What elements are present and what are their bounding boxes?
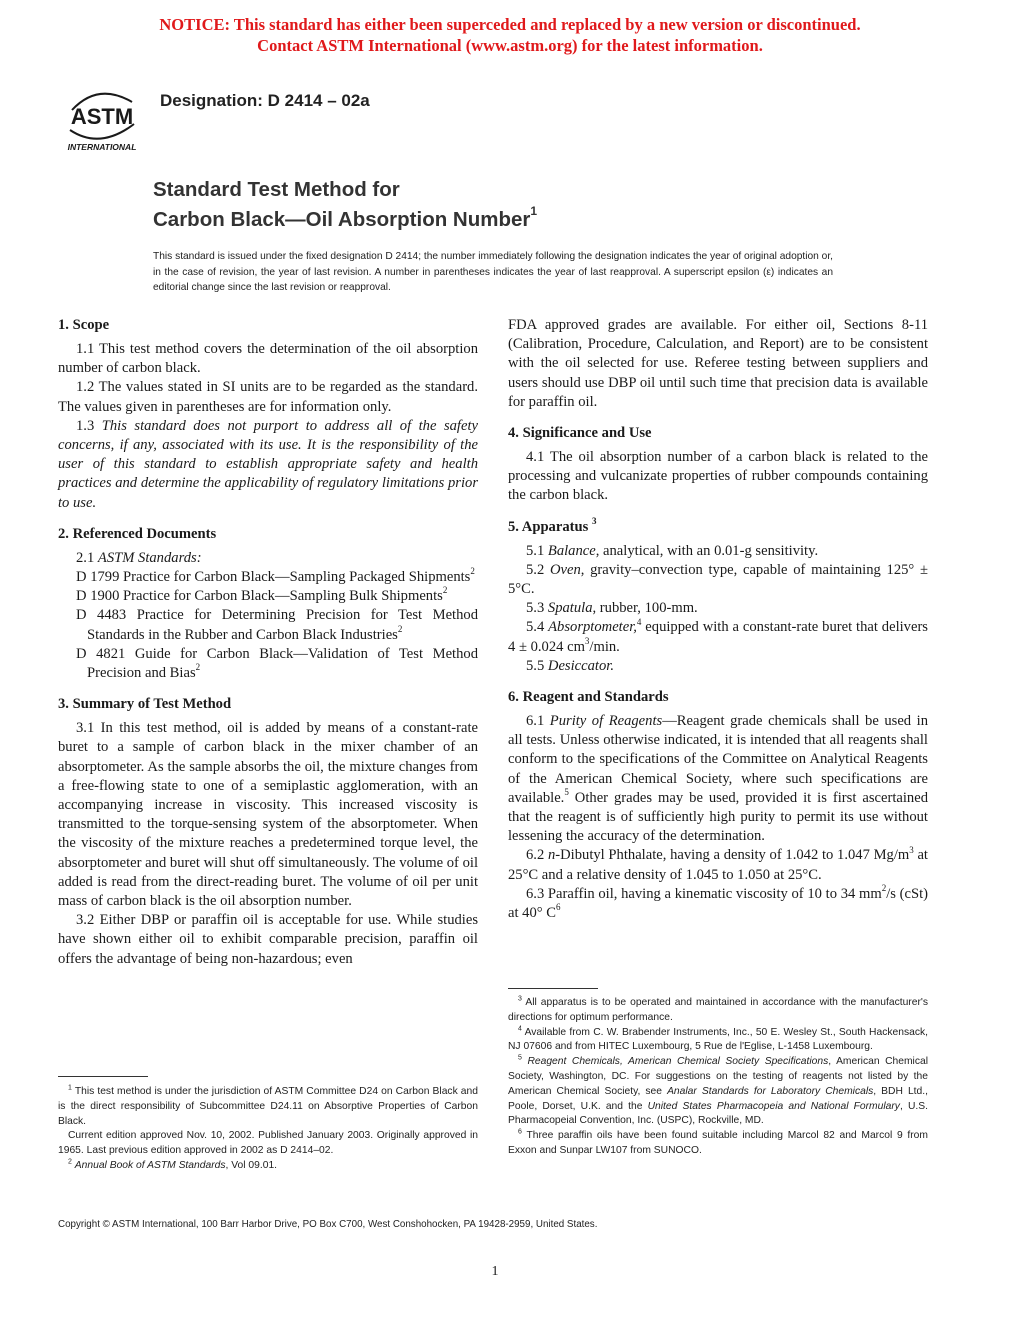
paragraph-1-1: 1.1 This test method covers the determination of the oil absorption number of carbon black. [58,341,478,377]
reference-item: D 1799 Practice for Carbon Black—Sampling Packaged Shipments$^2$ [76,566,475,586]
reference-item: D 4483 Practice for Determining Precision for Test Method Standards in the Rubber and Carbon Black Industries$^2$ [76,607,478,643]
footnote-2: $^2$ Annual Book of ASTM Standards, Vol 09.01. [68,1158,278,1171]
footnote-4: $^4$ Available from C. W. Brabender Instruments, Inc., 50 E. Wesley St., South Hackensack, NJ 07606 and from HITEC Luxembourg, 5 Rue de l'Eglise, L-1458 Luxembourg. [508,1025,928,1053]
copyright-notice: Copyright © ASTM International, 100 Barr Harbor Drive, PO Box C700, West Conshohocken, PA 19428-2959, United States. [58,1219,598,1230]
paragraph-1-3: 1.3 This standard does not purport to address all of the safety concerns, if any, associated with its use. It is the responsibility of the user of this standard to establish appropriate safety and health practices and determine the applicability of regulatory limitations prior to use. [58,417,478,511]
section-5-heading: 5. Apparatus $^3$ [508,515,597,535]
apparatus-item: 5.5 Desiccator. [526,657,614,674]
reference-item: D 1900 Practice for Carbon Black—Sampling Bulk Shipments$^2$ [76,585,448,605]
section-3-heading: 3. Summary of Test Method [58,696,232,713]
footnote-1-edition: Current edition approved Nov. 10, 2002. Published January 2003. Originally approved in 1965. Last previous edition approved in 2002 as D 2414–02. [58,1130,478,1157]
footnotes-right [508,996,928,1159]
issuance-note: This standard is issued under the fixed designation D 2414; the number immediately following the designation indicates the year of original adoption or, in the case of revision, the year of last revision. A number in parentheses indicates the year of last reapproval. A superscript epsilon (ε) indicates an editorial change since the last revision or reapproval. [153,251,833,293]
page-number: 1 [491,1264,499,1279]
footnote-1: $^1$ This test method is under the jurisdiction of ASTM Committee D24 on Carbon Black and is the direct responsibility of Subcommittee D24.11 on Absorptive Properties of Carbon Black. [58,1084,478,1127]
section-4-heading: 4. Significance and Use [508,425,652,442]
safety-statement: This standard does not purport to address all of the safety concerns, if any, associated with its use. It is the responsibility of the user of this standard to establish appropriate safety and health practices and determine the applicability of regulatory limitations prior to use. [58,417,478,511]
apparatus-item: 5.4 Absorptometer,$^4$ equipped with a constant-rate buret that delivers 4 ± 0.024 $cm^3/\min$. [508,616,928,655]
logo-text: ASTM [70,104,134,129]
paragraph-6-1: 6.1 Purity of Reagents—Reagent grade chemicals shall be used in all tests. Unless otherwise indicated, it is intended that all reagents shall conform to the specifications of the Committee on Analytical Reagents of the American Chemical Society, where such specifications are available.$^5$ Other grades may be used, provided it is first ascertained that the reagent is of sufficiently high purity to permit its use without lessening the accuracy of the determination. [508,713,928,845]
designation: Designation: D 2414 – 02a [160,91,370,110]
apparatus-item: 5.1 Balance, analytical, with an 0.01-g sensitivity. [526,542,819,559]
title-line-2 [153,202,537,232]
section-1-heading: 1. Scope [58,317,110,333]
footnote-6: $^6$ Three paraffin oils have been found suitable including Marcol 82 and Marcol 9 from Exxon and Sunpar LW107 from SUNOCO. [508,1128,928,1156]
paragraph-1-2: 1.2 The values stated in SI units are to be regarded as the standard. The values given in parentheses are for information only. [58,379,478,415]
notice-line-1: NOTICE: This standard has either been superceded and replaced by a new version or discontinued. [159,15,861,34]
footnote-3: $^3$ All apparatus is to be operated and maintained in accordance with the manufacturer's directions for optimum performance. [508,995,929,1023]
paragraph-3-1: 3.1 In this test method, oil is added by means of a constant-rate buret to a sample of carbon black in the mixer chamber of an absorptometer. As the sample absorbs the oil, the mixture changes from a free-flowing state to one of a semiplastic agglomeration, with an accompanying increase in viscosity. This increased viscosity is transmitted to the torque-sensing system of the absorptometer. When the viscosity of the mixture reaches a predetermined torque level, the absorptometer and buret will shut off simultaneously. The volume of oil added is read from the direct-reading buret. The volume of oil per unit mass of carbon black is the oil absorption number. [58,720,478,910]
footnote-rule-left [58,1076,148,1077]
paragraph-3-2: 3.2 Either DBP or paraffin oil is acceptable for use. While studies have shown either oil to exhibit comparable precision, paraffin oil offers the advantage of being non-hazardous; even [58,912,478,967]
apparatus-item: 5.3 Spatula, rubber, 100-mm. [526,600,698,617]
paragraph-6-2: 6.2 n-Dibutyl Phthalate, having a density of 1.042 to 1.047 $Mg/m^3$ at 25°C and a relative density of 1.045 to 1.050 at 25°C. [508,844,928,883]
section-2-heading: 2. Referenced Documents [58,525,217,542]
notice-line-2: Contact ASTM International (www.astm.org) for the latest information. [257,36,763,55]
right-column [508,316,928,923]
section-6-heading: 6. Reagent and Standards [508,689,669,706]
paragraph-3-2-continued: FDA approved grades are available. For either oil, Sections 8-11 (Calibration, Procedure, Calculation, and Report) are to be consistent with the oil selected for use. Referee testing between suppliers and users should use DBP oil until such time that precision data is available for paraffin oil. [508,317,928,410]
title-footnote-mark: 1 [530,204,538,218]
reference-item: D 4821 Guide for Carbon Black—Validation of Test Method Precision and Bias$^2$ [76,645,478,682]
paragraph-2-1: 2.1 ASTM Standards: [76,549,202,566]
paragraph-6-3: 6.3 Paraffin oil, having a kinematic viscosity of 10 to 34 $mm^2/s$ (cSt) at 40° $C^6$ [508,883,928,922]
notice-banner [0,14,1020,56]
left-column [58,316,478,969]
footnote-rule-right [508,988,598,989]
logo-subtext: INTERNATIONAL [67,142,137,152]
paragraph-4-1: 4.1 The oil absorption number of a carbon black is related to the processing and vulcanizate properties of rubber compounds containing the carbon black. [508,449,928,504]
apparatus-item: 5.2 Oven, gravity–convection type, capable of maintaining 125° ± 5°C. [508,561,928,598]
footnotes-left [58,1085,478,1174]
astm-logo [58,80,150,152]
document-title [153,177,537,232]
title-main: Carbon Black—Oil Absorption Number [153,207,531,231]
title-line-1: Standard Test Method for [153,178,400,201]
footnote-5: $^5$ Reagent Chemicals, American Chemical Society Specifications, American Chemical Society, Washington, DC. For suggestions on the testing of reagents not listed by the American Chemical Society, see Analar Standards for Laboratory Chemicals, BDH Ltd., Poole, Dorset, U.K. and the United States Pharmacopeia and National Formulary, U.S. Pharmacopeial Convention, Inc. (USPC), Rockville, MD. [508,1054,928,1127]
